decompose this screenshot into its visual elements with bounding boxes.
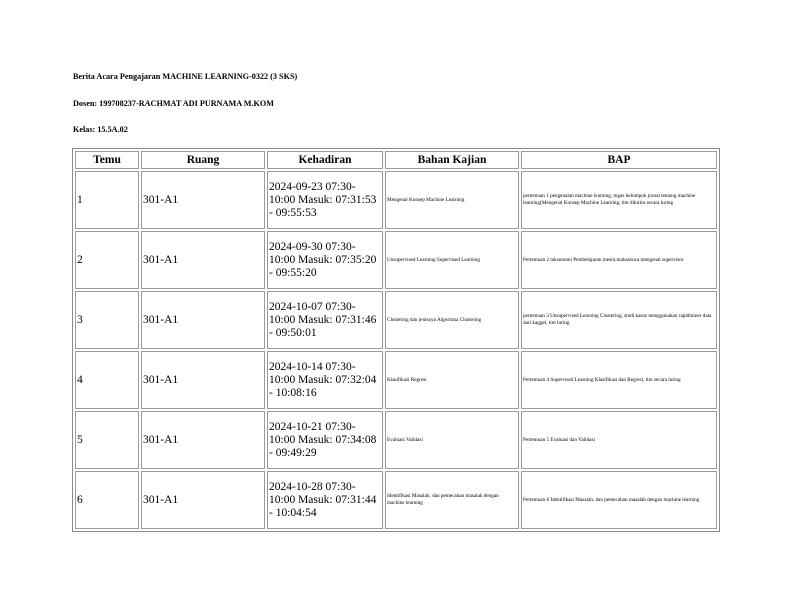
cell-temu: 6 — [75, 471, 139, 529]
cell-bap: pertemuan 1 pengenalan machine learning, tugas kelompok jurnal tentang machine learning(Mengenal Konsep Machine Learning, tim dikirim secara luring — [521, 171, 717, 229]
table-row — [75, 291, 717, 349]
cell-bap: Pertemuan 4 Supervised Learning Klasifikasi dan Regresi, tim secara luring — [521, 351, 717, 409]
cell-temu: 2 — [75, 231, 139, 289]
document-title: Berita Acara Pengajaran MACHINE LEARNING-0322 (3 SKS) — [73, 72, 298, 81]
cell-ruang: 301-A1 — [141, 471, 265, 529]
cell-bahan-kajian: Clustering dan jenisnya Algoritma Clustering — [385, 291, 519, 349]
table-row — [75, 471, 717, 529]
cell-ruang: 301-A1 — [141, 231, 265, 289]
cell-bap: pertemuan 3 Unsupervised Learning Clustering, studi kasus menggunakan rapidminer data dari kaggel, tim luring — [521, 291, 717, 349]
col-header-bahan-kajian: Bahan Kajian — [385, 151, 519, 169]
cell-bahan-kajian: Mengenal Konsep Machine Learning — [385, 171, 519, 229]
cell-ruang: 301-A1 — [141, 171, 265, 229]
cell-temu: 4 — [75, 351, 139, 409]
table-row — [75, 351, 717, 409]
cell-bap: Pertemuan 5 Evaluasi dan Validasi — [521, 411, 717, 469]
cell-kehadiran: 2024-10-21 07:30-10:00 Masuk: 07:34:08 - 09:49:29 — [267, 411, 383, 469]
cell-bahan-kajian: Klasifikasi Regresi — [385, 351, 519, 409]
class-line: Kelas: 15.5A.02 — [73, 125, 128, 134]
cell-ruang: 301-A1 — [141, 291, 265, 349]
cell-temu: 3 — [75, 291, 139, 349]
cell-bahan-kajian: Identifikasi Masalah, dan pemecahan masalah dengan machine learning — [385, 471, 519, 529]
cell-kehadiran: 2024-10-07 07:30-10:00 Masuk: 07:31:46 - 09:50:01 — [267, 291, 383, 349]
table-row — [75, 411, 717, 469]
cell-bahan-kajian: Evaluasi Validasi — [385, 411, 519, 469]
col-header-ruang: Ruang — [141, 151, 265, 169]
cell-kehadiran: 2024-09-23 07:30-10:00 Masuk: 07:31:53 - 09:55:53 — [267, 171, 383, 229]
col-header-kehadiran: Kehadiran — [267, 151, 383, 169]
table-row — [75, 171, 717, 229]
attendance-table — [72, 148, 720, 532]
cell-kehadiran: 2024-10-28 07:30-10:00 Masuk: 07:31:44 - 10:04:54 — [267, 471, 383, 529]
cell-kehadiran: 2024-09-30 07:30-10:00 Masuk: 07:35:20 - 09:55:20 — [267, 231, 383, 289]
col-header-temu: Temu — [75, 151, 139, 169]
lecturer-line: Dosen: 199708237-RACHMAT ADI PURNAMA M.KOM — [73, 99, 274, 108]
cell-temu: 1 — [75, 171, 139, 229]
cell-ruang: 301-A1 — [141, 351, 265, 409]
cell-temu: 5 — [75, 411, 139, 469]
col-header-bap: BAP — [521, 151, 717, 169]
cell-bahan-kajian: Unsupervised Learning Supervised Learning — [385, 231, 519, 289]
cell-kehadiran: 2024-10-14 07:30-10:00 Masuk: 07:32:04 - 10:08:16 — [267, 351, 383, 409]
cell-ruang: 301-A1 — [141, 411, 265, 469]
table-header-row — [75, 151, 717, 169]
table-row — [75, 231, 717, 289]
cell-bap: Pertemuan 6 Identifikasi Masalah, dan pemecahan masalah dengan machine learning — [521, 471, 717, 529]
cell-bap: Pertemuan 2 taksonomi Pembelajaran mesin,mahasiswa mengenal supervisor — [521, 231, 717, 289]
